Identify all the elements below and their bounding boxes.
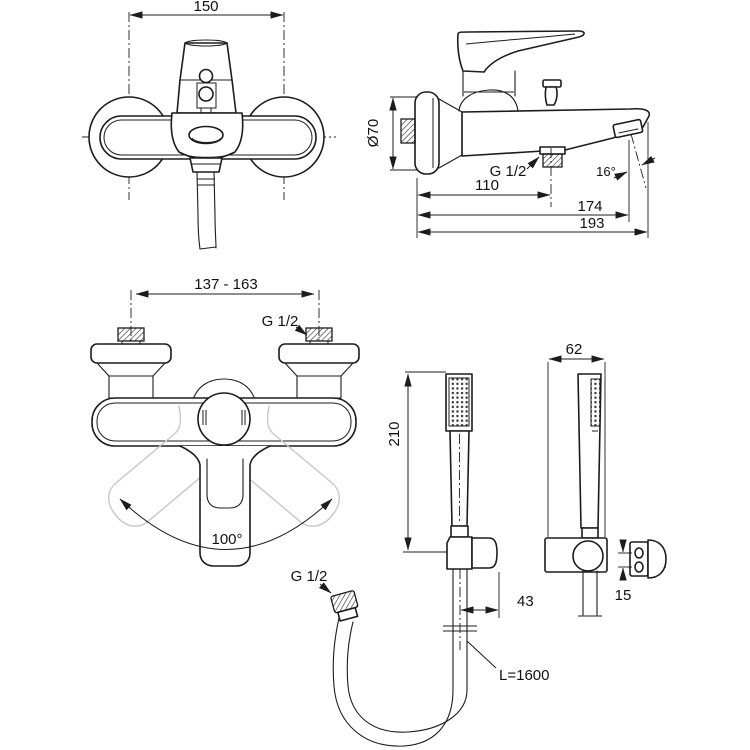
dim-diameter-label: Ø70	[365, 118, 382, 148]
lever-handle-side	[458, 31, 584, 111]
hose-thread-callout	[291, 568, 331, 593]
wall-connection-thread	[401, 119, 415, 143]
dim-210	[386, 372, 447, 552]
hose-length-label: L=1600	[499, 667, 550, 684]
wall-bracket-front	[447, 537, 497, 569]
hose-connection-front	[190, 158, 222, 249]
dim-15-label: 15	[614, 587, 632, 604]
mixer-side-view	[365, 31, 655, 238]
bottom-outlet-nut	[540, 147, 565, 167]
hand-shower-side-view	[545, 341, 607, 616]
connection-thread-label: G 1/2	[261, 313, 299, 330]
diverter-knob	[543, 80, 561, 105]
dim-150	[130, 0, 283, 15]
handset-side	[578, 374, 601, 538]
handset-front	[446, 374, 472, 537]
wall-bracket-side	[545, 538, 607, 572]
dim-137-163-label: 137 - 163	[194, 276, 258, 293]
hose-thread-label: G 1/2	[290, 568, 328, 585]
escutcheon-flanges-top	[91, 344, 359, 398]
spray-face-front	[449, 378, 469, 426]
dim-110	[418, 177, 550, 195]
dim-150-label: 150	[193, 0, 219, 15]
hose-nut	[331, 590, 361, 621]
cartridge-top	[198, 393, 250, 445]
dim-193	[418, 215, 647, 232]
hose-length-callout	[467, 641, 549, 684]
dim-174	[418, 198, 628, 215]
dim-137-163	[136, 276, 314, 294]
shower-hose	[291, 568, 550, 746]
handle-top-view	[180, 446, 270, 566]
spray-face-side	[591, 379, 600, 426]
hand-shower-front-view	[386, 372, 534, 650]
bracket-hole-detail	[615, 540, 666, 604]
spout-angle-callout	[596, 158, 655, 179]
handle-front	[177, 40, 236, 114]
dim-210-label: 210	[386, 421, 403, 447]
dim-62-label: 62	[565, 341, 583, 358]
dim-193-label: 193	[579, 215, 605, 232]
cartridge-housing-front	[171, 113, 242, 160]
connection-thread-callout	[262, 313, 307, 335]
mixer-top-view	[88, 276, 361, 566]
spout-angle-line	[631, 134, 646, 188]
wall-escutcheon-side	[401, 92, 462, 174]
handle-swing-label: 100°	[211, 531, 243, 548]
hose-side	[578, 571, 602, 616]
spout-angle-label: 16°	[596, 164, 616, 179]
outlet-thread-label: G 1/2	[489, 163, 527, 180]
dim-110-label: 110	[475, 177, 499, 194]
dim-43-label: 43	[517, 593, 534, 610]
mixer-front-view	[82, 0, 336, 249]
dim-43	[461, 572, 534, 618]
dim-174-label: 174	[577, 198, 603, 215]
